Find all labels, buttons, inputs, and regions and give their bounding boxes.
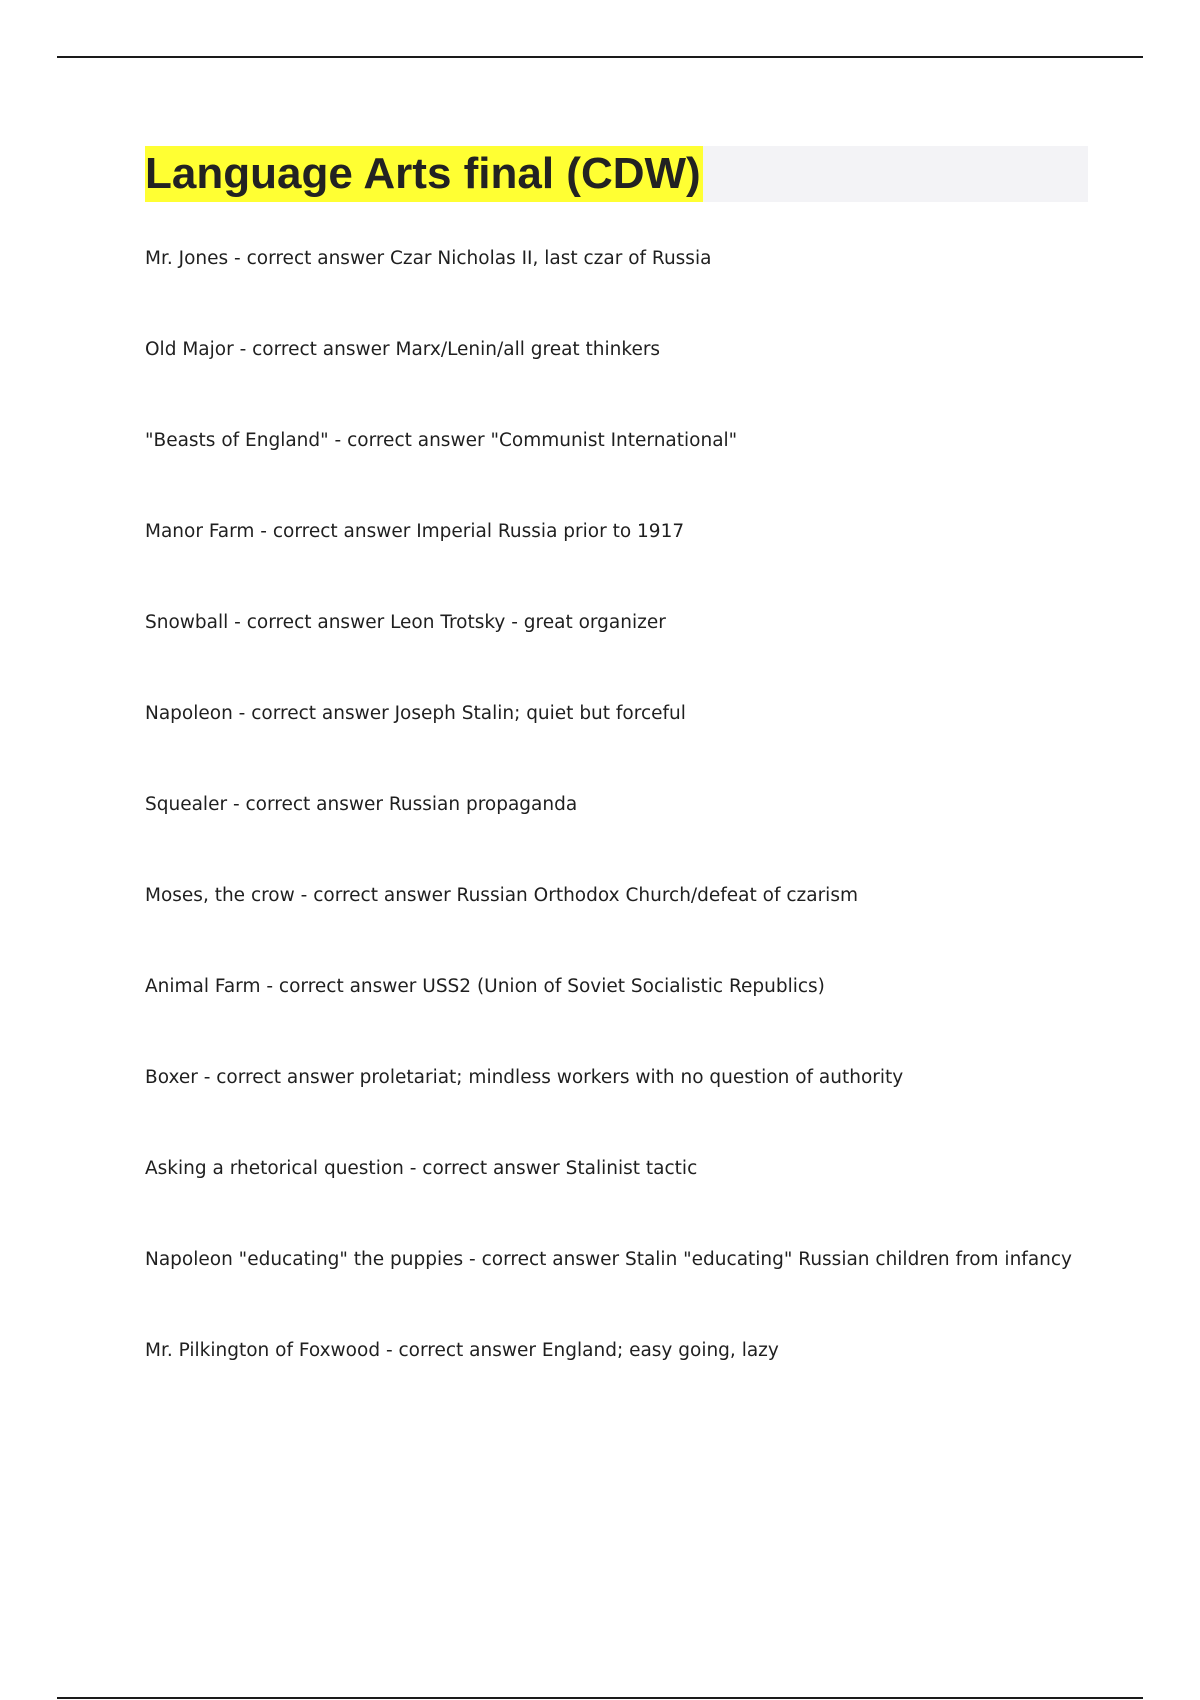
qa-item-manor-farm: Manor Farm - correct answer Imperial Russia prior to 1917 — [145, 521, 685, 542]
qa-item-animal-farm: Animal Farm - correct answer USS2 (Union of Soviet Socialistic Republics) — [145, 976, 825, 997]
qa-item-napoleon-educating: Napoleon "educating" the puppies - correct answer Stalin "educating" Russian children from infancy — [145, 1249, 1072, 1270]
qa-item-rhetorical-question: Asking a rhetorical question - correct answer Stalinist tactic — [145, 1158, 698, 1179]
qa-item-squealer: Squealer - correct answer Russian propaganda — [145, 794, 578, 815]
footer-rule — [57, 1697, 1143, 1699]
qa-item-mr-pilkington: Mr. Pilkington of Foxwood - correct answer England; easy going, lazy — [145, 1340, 779, 1361]
qa-item-snowball: Snowball - correct answer Leon Trotsky - great organizer — [145, 612, 666, 633]
qa-item-old-major: Old Major - correct answer Marx/Lenin/all great thinkers — [145, 339, 661, 360]
qa-list — [145, 245, 1145, 1428]
qa-item-boxer: Boxer - correct answer proletariat; mindless workers with no question of authority — [145, 1067, 904, 1088]
qa-item-napoleon: Napoleon - correct answer Joseph Stalin; quiet but forceful — [145, 703, 686, 724]
qa-item-moses-the-crow: Moses, the crow - correct answer Russian Orthodox Church/defeat of czarism — [145, 885, 858, 906]
header-rule — [57, 56, 1143, 58]
qa-item-beasts-of-england: "Beasts of England" - correct answer "Communist International" — [145, 430, 738, 451]
document-title: Language Arts final (CDW) — [145, 146, 703, 202]
qa-item-mr-jones: Mr. Jones - correct answer Czar Nicholas II, last czar of Russia — [145, 248, 712, 269]
